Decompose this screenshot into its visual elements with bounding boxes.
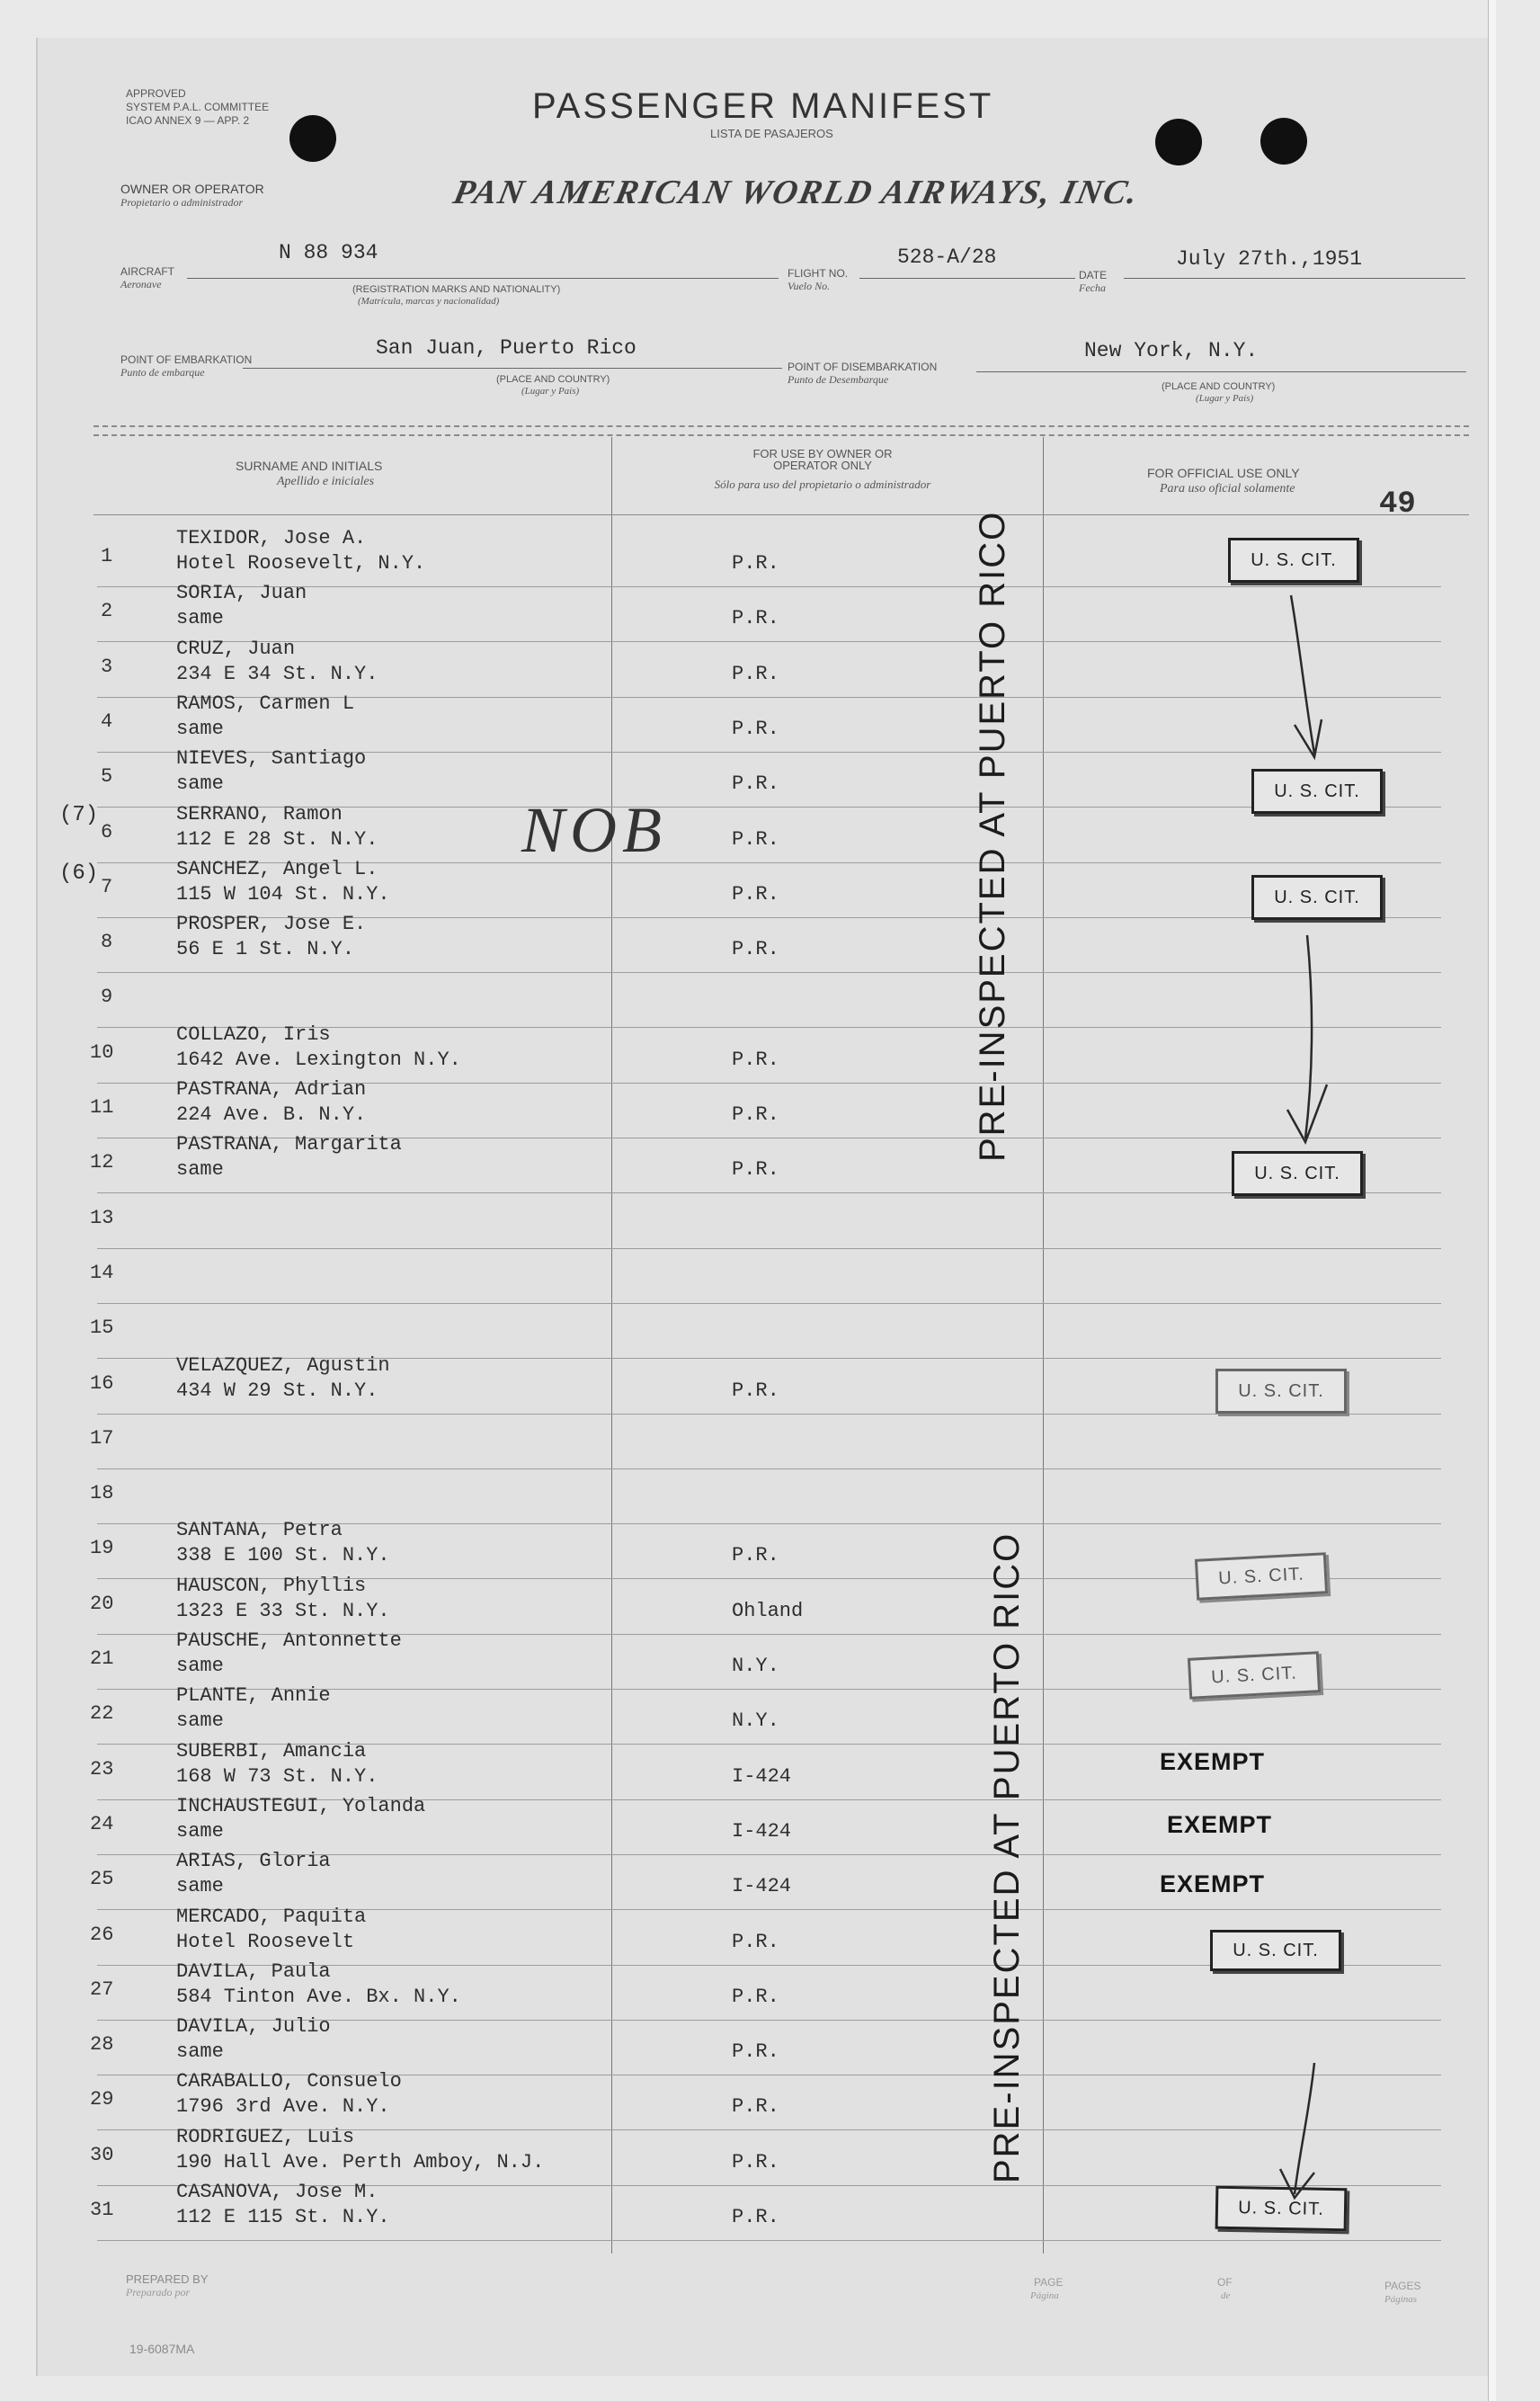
exempt-stamp: EXEMPT (1160, 1748, 1266, 1775)
date-label: DATE (1079, 269, 1108, 281)
row-number: 16 (90, 1372, 114, 1395)
exempt-stamp: EXEMPT (1160, 1870, 1266, 1897)
passenger-name: SANCHEZ, Angel L. (176, 858, 378, 880)
owner-use-value: Ohland (732, 1600, 804, 1622)
passenger-address: Hotel Roosevelt (176, 1931, 355, 1953)
us-cit-stamp: U. S. CIT. (1188, 1651, 1321, 1700)
owner-use-value: P.R. (732, 1158, 779, 1181)
owner-use-value: P.R. (732, 2206, 779, 2228)
owner-use-value: N.Y. (732, 1655, 779, 1677)
aircraft-label: AIRCRAFT (120, 265, 174, 278)
passenger-name: SORIA, Juan (176, 582, 307, 604)
embark-value: San Juan, Puerto Rico (376, 336, 636, 360)
passenger-address: 190 Hall Ave. Perth Amboy, N.J. (176, 2151, 545, 2173)
row-number: 6 (101, 821, 113, 843)
passenger-address: 168 W 73 St. N.Y. (176, 1765, 378, 1788)
passenger-name: DAVILA, Paula (176, 1960, 331, 1983)
passenger-address: 234 E 34 St. N.Y. (176, 663, 378, 685)
embark-label-es: Punto de embarque (120, 366, 205, 379)
row-number: 19 (90, 1537, 114, 1559)
row-number: 29 (90, 2088, 114, 2111)
passenger-name: DAVILA, Julio (176, 2015, 331, 2038)
owner-use-value: N.Y. (732, 1709, 779, 1732)
owner-use-value: P.R. (732, 2151, 779, 2173)
passenger-address: 1796 3rd Ave. N.Y. (176, 2095, 390, 2118)
date-value: July 27th.,1951 (1176, 247, 1363, 271)
passenger-name: PROSPER, Jose E. (176, 913, 367, 935)
passenger-name: SERRANO, Ramon (176, 803, 343, 826)
row-number: 15 (90, 1317, 114, 1339)
passenger-name: PASTRANA, Margarita (176, 1133, 402, 1156)
flight-value: 528-A/28 (897, 245, 997, 269)
owner-use-value: P.R. (732, 828, 779, 851)
row-number: 11 (90, 1096, 114, 1119)
exempt-stamp: EXEMPT (1167, 1811, 1273, 1838)
row-number: 18 (90, 1482, 114, 1504)
passenger-name: VELAZQUEZ, Agustin (176, 1354, 390, 1377)
passenger-address: 434 W 29 St. N.Y. (176, 1379, 378, 1402)
passenger-address: 338 E 100 St. N.Y. (176, 1544, 390, 1566)
disembark-place-caption-es: (Lugar y País) (1196, 393, 1254, 404)
registration-caption: (REGISTRATION MARKS AND NATIONALITY) (352, 284, 561, 295)
row-number: 8 (101, 931, 113, 953)
passenger-name: SUBERBI, Amancia (176, 1740, 367, 1763)
date-label-es: Fecha (1079, 281, 1106, 294)
arrow-line (1291, 595, 1314, 754)
us-cit-stamp: U. S. CIT. (1228, 538, 1359, 583)
passenger-name: HAUSCON, Phyllis (176, 1575, 367, 1597)
owner-use-value: P.R. (732, 1544, 779, 1566)
disembark-place-caption: (PLACE AND COUNTRY) (1162, 381, 1276, 392)
owner-use-value: P.R. (732, 938, 779, 960)
owner-use-value: P.R. (732, 2095, 779, 2118)
owner-use-value: P.R. (732, 607, 779, 629)
row-number: 23 (90, 1758, 114, 1781)
row-number: 17 (90, 1427, 114, 1450)
passenger-address: same (176, 1875, 224, 1897)
col-header-owner-use: FOR USE BY OWNER OR OPERATOR ONLY (752, 447, 893, 472)
pages-label-es: Páginas (1384, 2294, 1418, 2305)
passenger-name: PLANTE, Annie (176, 1684, 331, 1707)
arrow-head (1295, 719, 1322, 757)
passenger-address: same (176, 1655, 224, 1677)
flight-label: FLIGHT NO. (788, 267, 849, 280)
passenger-address: same (176, 1820, 224, 1843)
disembark-value: New York, N.Y. (1084, 339, 1259, 362)
passenger-name: CARABALLO, Consuelo (176, 2070, 402, 2093)
col-header-owner-use-es: Sólo para uso del propietario o administrador (714, 478, 931, 491)
arrow-line (1305, 935, 1312, 1138)
of-label-es: de (1221, 2290, 1231, 2301)
approval-line-1: APPROVED (126, 87, 186, 100)
owner-use-value: P.R. (732, 772, 779, 795)
passenger-name: CRUZ, Juan (176, 638, 296, 660)
passenger-address: 224 Ave. B. N.Y. (176, 1103, 367, 1126)
passenger-name: COLLAZO, Iris (176, 1023, 331, 1046)
embark-place-caption: (PLACE AND COUNTRY) (496, 374, 610, 385)
passenger-name: PASTRANA, Adrian (176, 1078, 367, 1101)
page-label-es: Página (1030, 2290, 1059, 2301)
passenger-address: same (176, 607, 224, 629)
passenger-address: 56 E 1 St. N.Y. (176, 938, 355, 960)
passenger-name: NIEVES, Santiago (176, 747, 367, 770)
passenger-name: MERCADO, Paquita (176, 1906, 367, 1928)
passenger-name: RAMOS, Carmen L (176, 692, 355, 715)
airline-name: PAN AMERICAN WORLD AIRWAYS, INC. (450, 174, 1144, 211)
row-number: 31 (90, 2199, 114, 2221)
us-cit-stamp: U. S. CIT. (1251, 875, 1383, 920)
us-cit-stamp: U. S. CIT. (1210, 1930, 1341, 1971)
passenger-name: INCHAUSTEGUI, Yolanda (176, 1795, 426, 1817)
owner-use-value: P.R. (732, 1986, 779, 2008)
row-number: 1 (101, 545, 113, 567)
passenger-address: 115 W 104 St. N.Y. (176, 883, 390, 906)
owner-use-value: P.R. (732, 1049, 779, 1071)
passenger-name: RODRIGUEZ, Luis (176, 2126, 355, 2148)
flight-label-es: Vuelo No. (788, 280, 831, 292)
row-number: 22 (90, 1702, 114, 1725)
owner-use-value: I-424 (732, 1765, 792, 1788)
passenger-address: same (176, 718, 224, 740)
us-cit-stamp: U. S. CIT. (1215, 2186, 1348, 2232)
side-mark-row-6: (7) (59, 803, 99, 827)
approval-line-3: ICAO ANNEX 9 — APP. 2 (126, 114, 250, 127)
owner-use-value: P.R. (732, 718, 779, 740)
page-mark: 49 (1379, 487, 1416, 522)
us-cit-stamp: U. S. CIT. (1251, 769, 1383, 814)
owner-use-value: P.R. (732, 883, 779, 906)
owner-use-value: P.R. (732, 2040, 779, 2063)
handwritten-mark: N O B (521, 794, 656, 866)
pages-label: PAGES (1384, 2280, 1421, 2292)
prepared-by-label: PREPARED BY (126, 2272, 209, 2286)
col-header-official-es: Para uso oficial solamente (1160, 482, 1295, 495)
col-header-surname: SURNAME AND INITIALS (236, 459, 383, 473)
passenger-address: same (176, 1709, 224, 1732)
owner-use-value: I-424 (732, 1875, 792, 1897)
row-number: 9 (101, 986, 113, 1008)
passenger-address: same (176, 1158, 224, 1181)
registration-caption-es: (Matrícula, marcas y nacionalidad) (358, 296, 500, 307)
us-cit-stamp: U. S. CIT. (1195, 1552, 1328, 1601)
prepared-by-label-es: Preparado por (126, 2286, 191, 2298)
aircraft-value: N 88 934 (279, 241, 378, 264)
form-number: 19-6087MA (129, 2342, 195, 2356)
col-header-surname-es: Apellido e iniciales (277, 475, 375, 488)
approval-line-2: SYSTEM P.A.L. COMMITTEE (126, 101, 270, 113)
passenger-address: 1642 Ave. Lexington N.Y. (176, 1049, 461, 1071)
passenger-address: 584 Tinton Ave. Bx. N.Y. (176, 1986, 461, 2008)
us-cit-stamp: U. S. CIT. (1215, 1369, 1347, 1414)
owner-label: OWNER OR OPERATOR (120, 182, 264, 196)
aircraft-label-es: Aeronave (120, 278, 162, 290)
owner-use-value: P.R. (732, 1103, 779, 1126)
owner-use-value: P.R. (732, 1931, 779, 1953)
embark-place-caption-es: (Lugar y País) (521, 386, 580, 397)
passenger-address: Hotel Roosevelt, N.Y. (176, 552, 426, 575)
disembark-label-es: Punto de Desembarque (788, 373, 889, 386)
row-number: 26 (90, 1923, 114, 1946)
row-number: 14 (90, 1262, 114, 1284)
passenger-name: PAUSCHE, Antonnette (176, 1629, 402, 1652)
owner-use-value: I-424 (732, 1820, 792, 1843)
passenger-address: same (176, 772, 224, 795)
passenger-name: TEXIDOR, Jose A. (176, 527, 367, 549)
row-number: 7 (101, 876, 113, 898)
row-number: 28 (90, 2033, 114, 2056)
row-number: 27 (90, 1978, 114, 2001)
preinspected-stamp-upper: PRE-INSPECTED AT PUERTO RICO (973, 510, 1012, 1162)
row-number: 24 (90, 1813, 114, 1835)
row-number: 10 (90, 1041, 114, 1064)
of-label: OF (1217, 2276, 1233, 2289)
row-number: 30 (90, 2144, 114, 2166)
page-label: PAGE (1034, 2276, 1064, 2289)
passenger-name: SANTANA, Petra (176, 1519, 343, 1541)
passenger-address: same (176, 2040, 224, 2063)
row-number: 25 (90, 1868, 114, 1890)
row-number: 13 (90, 1207, 114, 1229)
owner-label-es: Propietario o administrador (120, 196, 244, 209)
side-mark-row-7: (6) (59, 861, 99, 886)
owner-use-value: P.R. (732, 1379, 779, 1402)
passenger-address: 112 E 28 St. N.Y. (176, 828, 378, 851)
passenger-name: CASANOVA, Jose M. (176, 2181, 378, 2203)
row-number: 5 (101, 765, 113, 788)
manifest-subtitle: LISTA DE PASAJEROS (710, 127, 833, 140)
manifest-title: PASSENGER MANIFEST (532, 86, 994, 126)
row-number: 12 (90, 1151, 114, 1174)
row-number: 3 (101, 656, 113, 678)
passenger-name: ARIAS, Gloria (176, 1850, 331, 1872)
arrow-line (1295, 2063, 1314, 2194)
passenger-address: 1323 E 33 St. N.Y. (176, 1600, 390, 1622)
us-cit-stamp: U. S. CIT. (1232, 1151, 1363, 1196)
preinspected-stamp-lower: PRE-INSPECTED AT PUERTO RICO (987, 1531, 1027, 2183)
disembark-label: POINT OF DISEMBARKATION (788, 361, 938, 373)
row-number: 20 (90, 1593, 114, 1615)
row-number: 2 (101, 600, 113, 622)
owner-use-value: P.R. (732, 663, 779, 685)
embark-label: POINT OF EMBARKATION (120, 353, 253, 366)
row-number: 21 (90, 1647, 114, 1670)
col-header-official: FOR OFFICIAL USE ONLY (1147, 466, 1300, 480)
row-number: 4 (101, 710, 113, 733)
owner-use-value: P.R. (732, 552, 779, 575)
passenger-address: 112 E 115 St. N.Y. (176, 2206, 390, 2228)
